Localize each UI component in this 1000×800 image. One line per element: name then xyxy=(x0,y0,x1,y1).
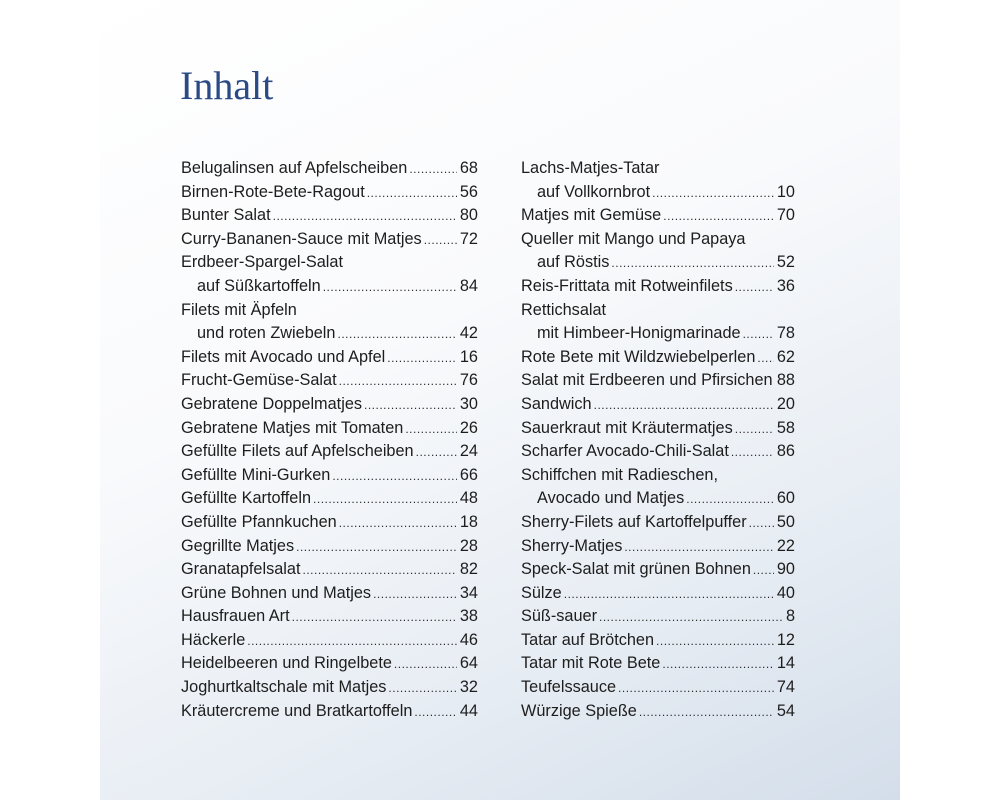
dot-leader xyxy=(686,488,774,512)
toc-entry xyxy=(521,487,795,511)
toc-page-number: 20 xyxy=(776,394,795,413)
toc-page-number: 60 xyxy=(776,489,795,508)
toc-entry-title: Grüne Bohnen und Matjes xyxy=(181,583,372,602)
toc-page-number: 62 xyxy=(776,347,795,366)
toc-entry xyxy=(181,582,478,606)
toc-entry xyxy=(181,204,478,228)
toc-entry xyxy=(181,652,478,676)
toc-entry-title: Rote Bete mit Wildzwiebelperlen xyxy=(521,347,756,366)
toc-column-right xyxy=(521,157,795,723)
toc-page-number: 18 xyxy=(459,512,478,531)
toc-page-number: 40 xyxy=(776,583,795,602)
dot-leader xyxy=(611,252,773,276)
toc-entry-title: Sherry-Matjes xyxy=(521,536,623,555)
toc-page-number: 56 xyxy=(459,182,478,201)
toc-entry xyxy=(521,346,795,370)
dot-leader xyxy=(394,653,457,677)
toc-entry xyxy=(521,251,795,275)
toc-entry-title: Salat mit Erdbeeren und Pfirsichen xyxy=(521,371,773,390)
toc-entry-title: Gebratene Doppelmatjes xyxy=(181,394,363,413)
dot-leader xyxy=(337,323,456,347)
toc-entry xyxy=(181,369,478,393)
page-title: Inhalt xyxy=(180,63,274,108)
dot-leader xyxy=(332,465,457,489)
toc-entry-title: Avocado und Matjes xyxy=(537,489,685,508)
toc-page-number: 88 xyxy=(776,371,795,390)
toc-entry-title: auf Süßkartoffeln xyxy=(197,276,321,295)
toc-entry-title: Joghurtkaltschale mit Matjes xyxy=(181,678,387,697)
toc-entry xyxy=(181,346,478,370)
toc-entry xyxy=(521,228,795,252)
toc-entry-title: Queller mit Mango und Papaya xyxy=(521,229,746,248)
toc-page-number: 58 xyxy=(776,418,795,437)
dot-leader xyxy=(292,606,457,630)
toc-page-number: 76 xyxy=(459,371,478,390)
toc-entry-title: Sandwich xyxy=(521,394,592,413)
toc-entry-title: Matjes mit Gemüse xyxy=(521,206,662,225)
toc-entry xyxy=(181,393,478,417)
toc-entry xyxy=(181,558,478,582)
dot-leader xyxy=(753,559,774,583)
toc-entry-title: Gefüllte Mini-Gurken xyxy=(181,465,331,484)
toc-page-number: 28 xyxy=(459,536,478,555)
toc-entry xyxy=(521,204,795,228)
toc-entry-title: Speck-Salat mit grünen Bohnen xyxy=(521,560,751,579)
toc-entry-title: Birnen-Rote-Bete-Ragout xyxy=(181,182,365,201)
toc-page-number: 82 xyxy=(459,560,478,579)
toc-entry xyxy=(181,228,478,252)
dot-leader xyxy=(416,441,457,465)
toc-entry-title: Schiffchen mit Radieschen, xyxy=(521,465,718,484)
toc-entry xyxy=(521,582,795,606)
dot-leader xyxy=(373,583,457,607)
toc-entry xyxy=(521,393,795,417)
toc-entry xyxy=(181,181,478,205)
toc-page-number: 30 xyxy=(459,394,478,413)
toc-entry-title: Kräutercreme und Bratkartoffeln xyxy=(181,701,413,720)
toc-page-number: 80 xyxy=(459,206,478,225)
toc-entry-title: Reis-Frittata mit Rotweinfilets xyxy=(521,276,733,295)
toc-entry-title: Hausfrauen Art xyxy=(181,607,290,626)
toc-page-number: 90 xyxy=(776,560,795,579)
dot-leader xyxy=(296,536,457,560)
toc-page-number: 50 xyxy=(776,512,795,531)
toc-page-number: 24 xyxy=(459,442,478,461)
toc-entry xyxy=(521,181,795,205)
toc-entry xyxy=(521,605,795,629)
toc-entry xyxy=(521,440,795,464)
toc-entry xyxy=(521,417,795,441)
dot-leader xyxy=(367,182,457,206)
toc-entry xyxy=(521,558,795,582)
toc-entry-title: Gebratene Matjes mit Tomaten xyxy=(181,418,404,437)
dot-leader xyxy=(364,394,457,418)
toc-entry-title: Tatar mit Rote Bete xyxy=(521,654,661,673)
toc-entry xyxy=(521,629,795,653)
dot-leader xyxy=(414,701,457,725)
dot-leader xyxy=(652,182,774,206)
toc-entry xyxy=(181,700,478,724)
dot-leader xyxy=(313,488,457,512)
toc-entry xyxy=(181,535,478,559)
toc-entry xyxy=(521,652,795,676)
toc-page-number: 8 xyxy=(785,607,795,626)
toc-entry xyxy=(521,464,795,488)
toc-entry-title: Gefüllte Filets auf Apfelscheiben xyxy=(181,442,414,461)
toc-page-number: 68 xyxy=(459,159,478,177)
toc-entry-title: Teufelssauce xyxy=(521,678,617,697)
dot-leader xyxy=(247,630,457,654)
toc-page-number: 10 xyxy=(776,182,795,201)
toc-entry-title: Rettichsalat xyxy=(521,300,607,319)
toc-page-number: 44 xyxy=(459,701,478,720)
dot-leader xyxy=(599,606,783,630)
toc-entry-title: und roten Zwiebeln xyxy=(197,324,336,343)
dot-leader xyxy=(302,559,456,583)
toc-entry-title: Scharfer Avocado-Chili-Salat xyxy=(521,442,729,461)
dot-leader xyxy=(387,347,457,371)
toc-entry xyxy=(181,440,478,464)
toc-page-number: 46 xyxy=(459,630,478,649)
toc-column-left xyxy=(181,157,478,723)
toc-page-number: 74 xyxy=(776,678,795,697)
toc-entry-title: Bunter Salat xyxy=(181,206,271,225)
toc-entry-title: Erdbeer-Spargel-Salat xyxy=(181,253,343,272)
toc-entry xyxy=(521,369,795,393)
dot-leader xyxy=(323,276,457,300)
toc-entry xyxy=(181,417,478,441)
toc-page-number: 16 xyxy=(459,347,478,366)
toc-entry-title: Häckerle xyxy=(181,630,246,649)
toc-page-number: 54 xyxy=(776,701,795,720)
dot-leader xyxy=(735,418,774,442)
toc-entry xyxy=(181,511,478,535)
dot-leader xyxy=(339,512,457,536)
toc-entry-title: Sauerkraut mit Kräutermatjes xyxy=(521,418,733,437)
toc-page-number: 36 xyxy=(776,276,795,295)
toc-entry xyxy=(181,676,478,700)
toc-entry xyxy=(521,275,795,299)
toc-entry-title: Filets mit Äpfeln xyxy=(181,300,297,319)
toc-entry-title: Süß-sauer xyxy=(521,607,598,626)
toc-page-number: 64 xyxy=(459,654,478,673)
toc-entry xyxy=(181,464,478,488)
toc-page-number: 70 xyxy=(776,206,795,225)
toc-entry xyxy=(521,157,795,181)
dot-leader xyxy=(757,347,774,371)
toc-entry-title: Tatar auf Brötchen xyxy=(521,630,655,649)
toc-entry xyxy=(521,700,795,724)
toc-entry xyxy=(181,275,478,299)
dot-leader xyxy=(639,701,774,725)
toc-page-number: 78 xyxy=(776,324,795,343)
dot-leader xyxy=(273,205,457,229)
toc-entry xyxy=(181,251,478,275)
toc-entry xyxy=(521,299,795,323)
dot-leader xyxy=(618,677,774,701)
dot-leader xyxy=(735,276,774,300)
book-page xyxy=(100,0,900,800)
dot-leader xyxy=(749,512,774,536)
dot-leader xyxy=(405,418,457,442)
toc-page-number: 48 xyxy=(459,489,478,508)
toc-entry-title: mit Himbeer-Honigmarinade xyxy=(537,324,741,343)
toc-page-number: 34 xyxy=(459,583,478,602)
dot-leader xyxy=(564,583,774,607)
dot-leader xyxy=(339,370,457,394)
toc-page-number: 26 xyxy=(459,418,478,437)
toc-page-number: 12 xyxy=(776,630,795,649)
dot-leader xyxy=(731,441,774,465)
toc-entry-title: Granatapfelsalat xyxy=(181,560,301,579)
toc-entry-title: Frucht-Gemüse-Salat xyxy=(181,371,337,390)
toc-entry-title: Belugalinsen auf Apfelscheiben xyxy=(181,159,408,177)
toc-entry-title: Gefüllte Kartoffeln xyxy=(181,489,312,508)
toc-entry-title: Würzige Spieße xyxy=(521,701,637,720)
toc-entry xyxy=(521,535,795,559)
toc-page-number: 38 xyxy=(459,607,478,626)
toc-entry xyxy=(181,487,478,511)
toc-entry xyxy=(181,605,478,629)
toc-entry xyxy=(521,511,795,535)
toc-entry-title: Gefüllte Pfannkuchen xyxy=(181,512,337,531)
toc-page-number: 66 xyxy=(459,465,478,484)
toc-entry xyxy=(181,629,478,653)
toc-page-number: 84 xyxy=(459,276,478,295)
dot-leader xyxy=(594,394,774,418)
toc-page-number: 14 xyxy=(776,654,795,673)
dot-leader xyxy=(663,205,774,229)
dot-leader xyxy=(743,323,774,347)
toc-page-number: 22 xyxy=(776,536,795,555)
toc-entry-title: Sherry-Filets auf Kartoffelpuffer xyxy=(521,512,747,531)
toc-page-number: 72 xyxy=(459,229,478,248)
toc-page-number: 42 xyxy=(459,324,478,343)
toc-entry-title: auf Vollkornbrot xyxy=(537,182,651,201)
toc-entry xyxy=(521,322,795,346)
toc-entry-title: Filets mit Avocado und Apfel xyxy=(181,347,386,366)
dot-leader xyxy=(662,653,774,677)
toc-entry xyxy=(181,299,478,323)
toc-page-number: 32 xyxy=(459,678,478,697)
dot-leader xyxy=(624,536,774,560)
dot-leader xyxy=(388,677,456,701)
toc-entry-title: Curry-Bananen-Sauce mit Matjes xyxy=(181,229,422,248)
toc-page-number: 86 xyxy=(776,442,795,461)
toc-entry-title: Gegrillte Matjes xyxy=(181,536,295,555)
toc-entry-title: Heidelbeeren und Ringelbete xyxy=(181,654,392,673)
toc-entry xyxy=(181,157,478,181)
toc-entry xyxy=(521,676,795,700)
dot-leader xyxy=(656,630,774,654)
toc-entry xyxy=(181,322,478,346)
toc-entry-title: Sülze xyxy=(521,583,562,602)
toc-entry-title: auf Röstis xyxy=(537,253,610,272)
toc-entry-title: Lachs-Matjes-Tatar xyxy=(521,159,660,177)
toc-page-number: 52 xyxy=(776,253,795,272)
dot-leader xyxy=(424,229,457,253)
dot-leader xyxy=(409,158,457,182)
